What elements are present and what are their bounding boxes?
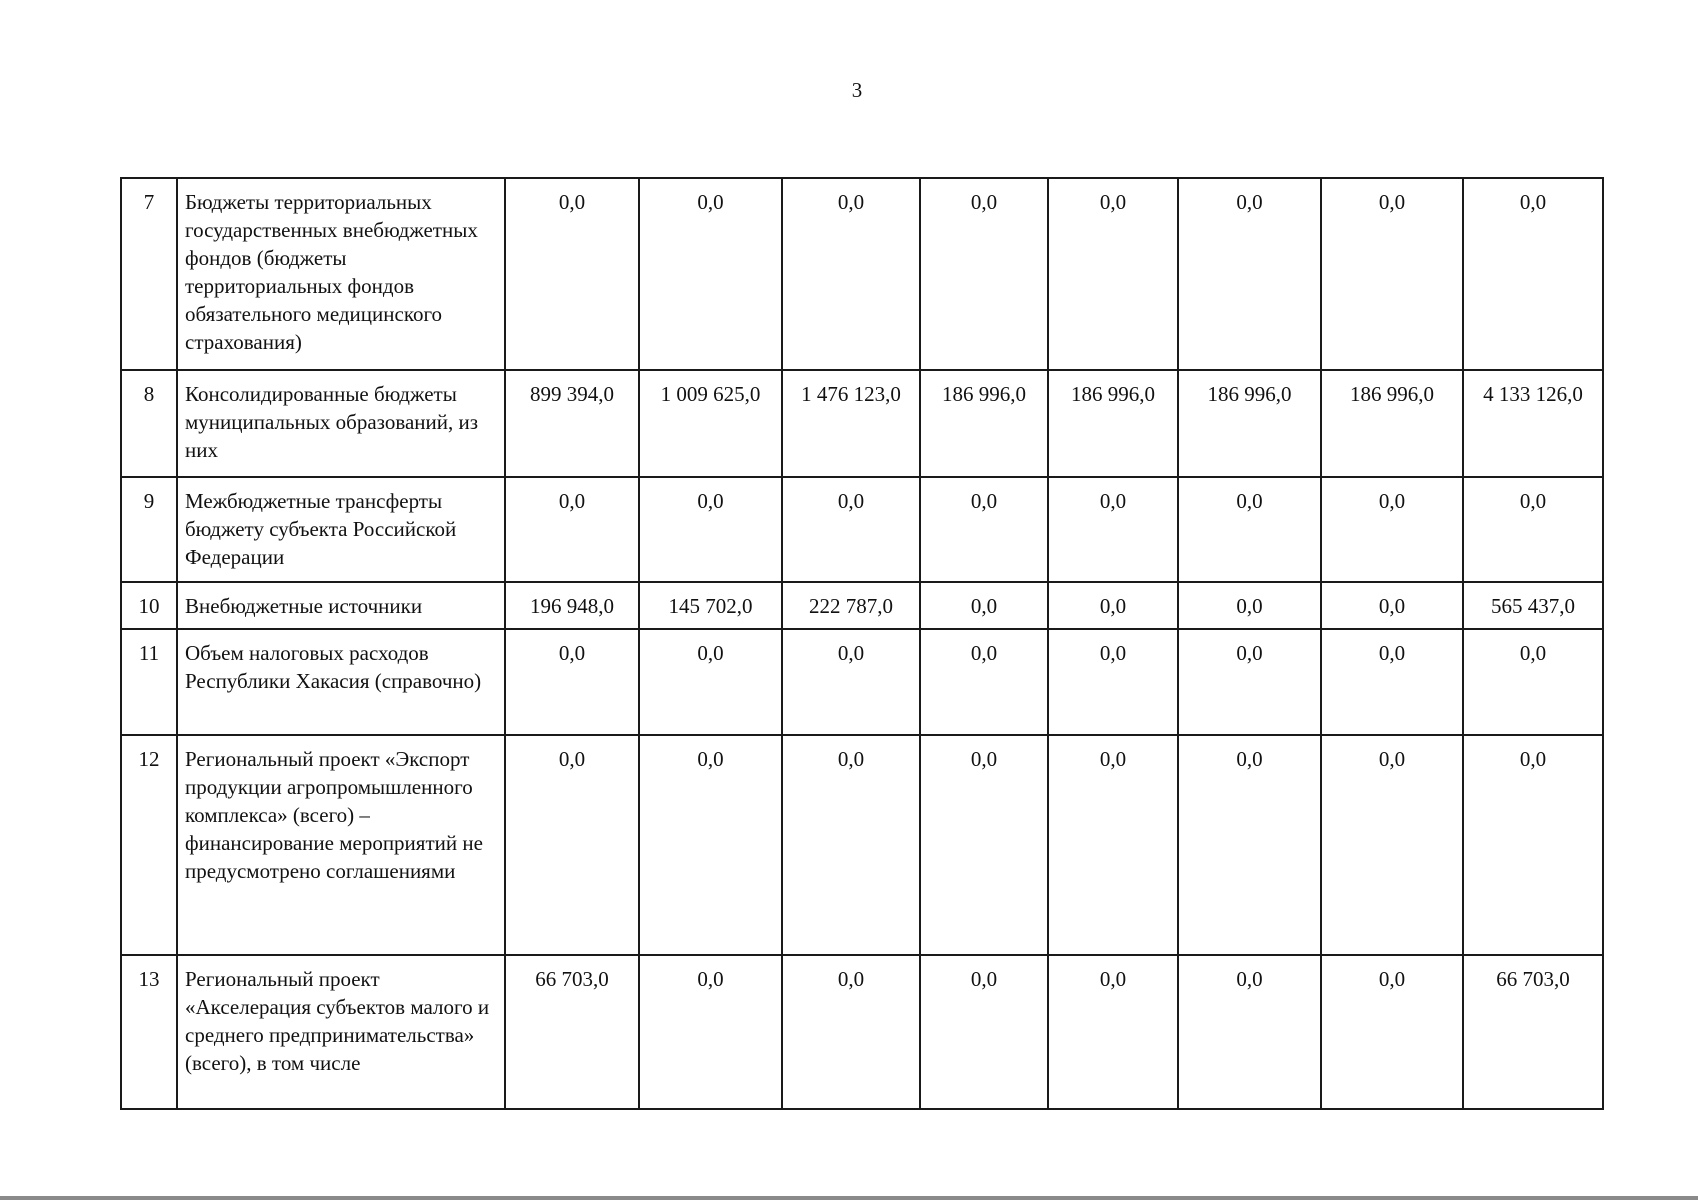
total-cell: 0,0	[1463, 477, 1603, 582]
total-cell: 66 703,0	[1463, 955, 1603, 1109]
value-cell: 0,0	[1048, 629, 1178, 735]
value-cell: 66 703,0	[505, 955, 639, 1109]
value-cell: 1 009 625,0	[639, 370, 782, 477]
table-row	[121, 477, 1603, 582]
value-cell: 0,0	[920, 477, 1048, 582]
value-cell: 186 996,0	[920, 370, 1048, 477]
value-cell: 0,0	[639, 735, 782, 955]
row-number: 9	[121, 477, 177, 582]
row-number: 8	[121, 370, 177, 477]
page-bottom-edge	[0, 1196, 1698, 1200]
table-row	[121, 955, 1603, 1109]
value-cell: 0,0	[1048, 178, 1178, 370]
value-cell: 0,0	[782, 735, 920, 955]
value-cell: 0,0	[505, 178, 639, 370]
value-cell: 0,0	[1178, 178, 1321, 370]
budget-table	[120, 177, 1604, 1110]
row-label: Бюджеты территориальных государственных внебюджетных фондов (бюджеты территориальных фондов обязательного медицинского страхования)	[177, 178, 505, 370]
value-cell: 899 394,0	[505, 370, 639, 477]
row-number: 7	[121, 178, 177, 370]
row-label: Внебюджетные источники	[177, 582, 505, 629]
value-cell: 0,0	[639, 955, 782, 1109]
value-cell: 0,0	[505, 477, 639, 582]
value-cell: 196 948,0	[505, 582, 639, 629]
value-cell: 186 996,0	[1048, 370, 1178, 477]
value-cell: 0,0	[639, 178, 782, 370]
value-cell: 0,0	[1178, 955, 1321, 1109]
value-cell: 0,0	[1321, 477, 1463, 582]
row-number: 12	[121, 735, 177, 955]
value-cell: 0,0	[782, 178, 920, 370]
table-row	[121, 370, 1603, 477]
row-label: Объем налоговых расходов Республики Хакасия (справочно)	[177, 629, 505, 735]
value-cell: 0,0	[1048, 582, 1178, 629]
table-row	[121, 178, 1603, 370]
value-cell: 0,0	[1048, 735, 1178, 955]
value-cell: 0,0	[1321, 582, 1463, 629]
value-cell: 145 702,0	[639, 582, 782, 629]
value-cell: 186 996,0	[1178, 370, 1321, 477]
row-number: 11	[121, 629, 177, 735]
total-cell: 565 437,0	[1463, 582, 1603, 629]
value-cell: 0,0	[920, 955, 1048, 1109]
value-cell: 186 996,0	[1321, 370, 1463, 477]
value-cell: 0,0	[1178, 582, 1321, 629]
value-cell: 0,0	[920, 629, 1048, 735]
value-cell: 0,0	[505, 735, 639, 955]
total-cell: 4 133 126,0	[1463, 370, 1603, 477]
value-cell: 1 476 123,0	[782, 370, 920, 477]
page-number: 3	[851, 78, 863, 102]
table-row	[121, 629, 1603, 735]
value-cell: 0,0	[920, 582, 1048, 629]
value-cell: 0,0	[782, 955, 920, 1109]
value-cell: 0,0	[1321, 955, 1463, 1109]
value-cell: 0,0	[639, 477, 782, 582]
value-cell: 0,0	[1321, 629, 1463, 735]
value-cell: 0,0	[505, 629, 639, 735]
table-row	[121, 582, 1603, 629]
row-label: Региональный проект «Экспорт продукции агропромышленного комплекса» (всего) – финансирование мероприятий не предусмотрено соглашениями	[177, 735, 505, 955]
value-cell: 0,0	[1321, 735, 1463, 955]
value-cell: 0,0	[920, 735, 1048, 955]
row-label: Межбюджетные трансферты бюджету субъекта Российской Федерации	[177, 477, 505, 582]
value-cell: 0,0	[1048, 955, 1178, 1109]
value-cell: 0,0	[1178, 735, 1321, 955]
table-row	[121, 735, 1603, 955]
value-cell: 0,0	[782, 477, 920, 582]
value-cell: 0,0	[1048, 477, 1178, 582]
row-number: 13	[121, 955, 177, 1109]
value-cell: 0,0	[1321, 178, 1463, 370]
value-cell: 0,0	[639, 629, 782, 735]
total-cell: 0,0	[1463, 178, 1603, 370]
value-cell: 0,0	[920, 178, 1048, 370]
total-cell: 0,0	[1463, 629, 1603, 735]
value-cell: 0,0	[1178, 629, 1321, 735]
row-label: Консолидированные бюджеты муниципальных образований, из них	[177, 370, 505, 477]
total-cell: 0,0	[1463, 735, 1603, 955]
value-cell: 0,0	[1178, 477, 1321, 582]
value-cell: 222 787,0	[782, 582, 920, 629]
value-cell: 0,0	[782, 629, 920, 735]
row-number: 10	[121, 582, 177, 629]
row-label: Региональный проект «Акселерация субъектов малого и среднего предпринимательства» (всего), в том числе	[177, 955, 505, 1109]
